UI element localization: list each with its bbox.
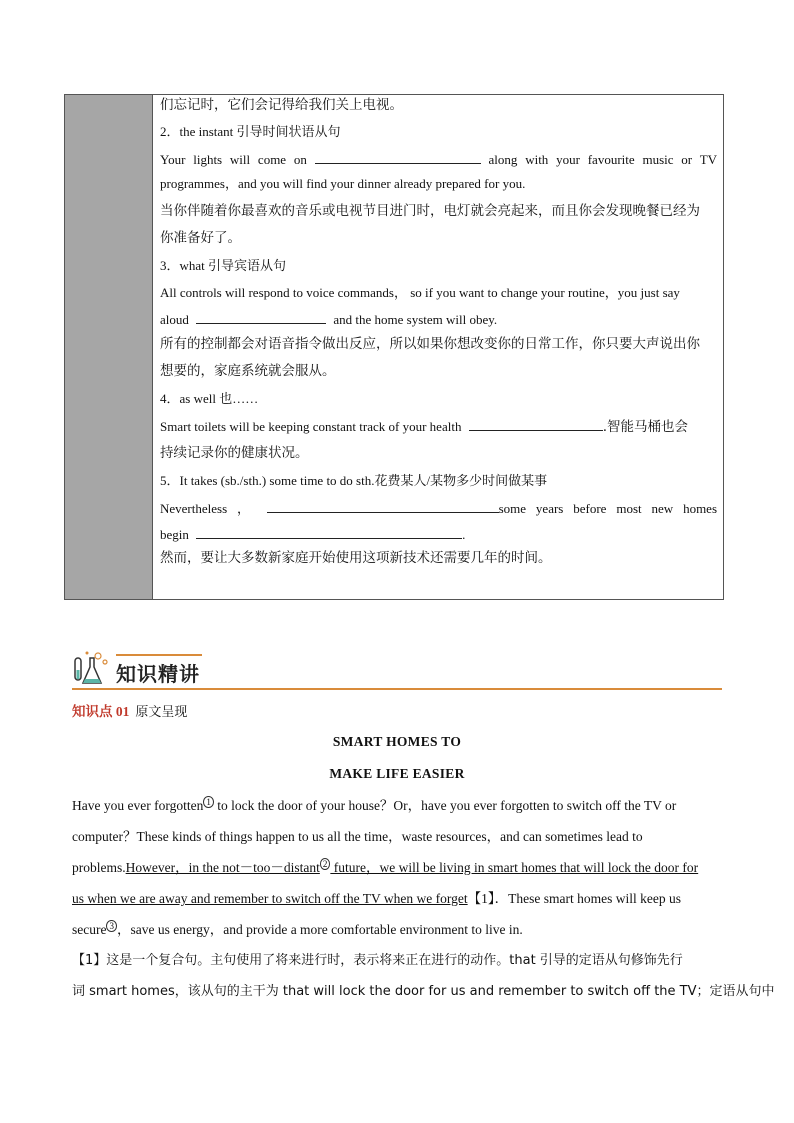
translation-exercise-box (64, 94, 724, 600)
footnote-marker[interactable]: 1 (203, 796, 214, 808)
translation-line: 持续记录你的健康状况。 (160, 445, 309, 461)
sentence-line: programmes，and you will find your dinner already prepared for you. (160, 176, 526, 191)
article-line: computer？These kinds of things happen to us all the time，waste resources，and can sometimes lead to (72, 829, 643, 844)
knowledge-point-label (72, 700, 187, 720)
knowledge-point-number: 知识点 01 (72, 704, 130, 719)
footnote-marker[interactable]: 3 (106, 920, 117, 932)
translation-line: 所有的控制都会对语音指令做出反应，所以如果你想改变你的日常工作，你只要大声说出你 (160, 336, 700, 352)
translation-line: 然而，要让大多数新家庭开始使用这项新技术还需要几年的时间。 (160, 550, 552, 566)
sentence-line: aloud and the home system will obey. (160, 312, 498, 327)
text-line: 们忘记时，它们会记得给我们关上电视。 (160, 97, 403, 113)
item-heading: 4．as well 也…… (160, 391, 259, 406)
answer-blank[interactable] (196, 526, 462, 539)
article-line: us when we are away and remember to switch off the TV when we forget【1】．These smart homes will keep us (72, 891, 681, 906)
footnote-marker[interactable]: 2 (320, 858, 331, 870)
analysis-note: 【1】这是一个复合句。主句使用了将来进行时，表示将来正在进行的动作。that 引导的定语从句修饰先行 (72, 953, 683, 968)
sentence-line: All controls will respond to voice commands， so if you want to change your routine，you just say (160, 285, 680, 300)
section-header (72, 648, 722, 690)
item-heading: 5．It takes (sb./sth.) some time to do sth.花费某人/某物多少时间做某事 (160, 473, 548, 488)
section-divider (72, 688, 722, 690)
translation-line: 想要的，家庭系统就会服从。 (160, 363, 336, 379)
exercise-content (153, 95, 723, 599)
article-line: secure $^3$ ，save us energy，and provide a more comfortable environment to live in. (72, 920, 523, 937)
title-accent-line (116, 654, 202, 656)
sentence-line: begin . (160, 527, 466, 542)
gray-side-column (65, 95, 153, 599)
translation-line: 当你伴随着你最喜欢的音乐或电视节目进门时，电灯就会亮起来，而且你会发现晚餐已经为 (160, 203, 700, 219)
sentence-line: Smart toilets will be keeping constant track of your health .智能马桶也会 (160, 419, 688, 435)
item-heading: 3．what 引导宾语从句 (160, 258, 287, 273)
answer-blank[interactable] (267, 500, 499, 513)
item-heading: 2．the instant 引导时间状语从句 (160, 124, 341, 139)
sentence-line: Nevertheless ， some years before most new homes (160, 501, 718, 516)
sentence-line: Your lights will come on along with your favourite music or TV (160, 152, 718, 167)
article-line: problems.However，in the not－too－distant $^2$ future，we will be living in smart homes that will lock the door for (72, 858, 699, 875)
knowledge-point-name: 原文呈现 (135, 705, 188, 720)
translation-line: 你准备好了。 (160, 230, 241, 246)
article-title-line-1: SMART HOMES TO (332, 734, 462, 749)
science-flask-icon (72, 650, 112, 688)
section-title: 知识精讲 (116, 662, 200, 686)
article-title-line-2: MAKE LIFE EASIER (329, 766, 465, 781)
article-line: Have you ever forgotten $^1$ to lock the door of your house？Or，have you ever forgotten to switch off the TV or (72, 796, 677, 813)
answer-blank[interactable] (196, 311, 326, 324)
analysis-note: 词 smart homes，该从句的主干为 that will lock the door for us and remember to switch off the TV；定语从句中 (72, 984, 775, 999)
answer-blank[interactable] (315, 151, 481, 164)
answer-blank[interactable] (469, 418, 603, 431)
